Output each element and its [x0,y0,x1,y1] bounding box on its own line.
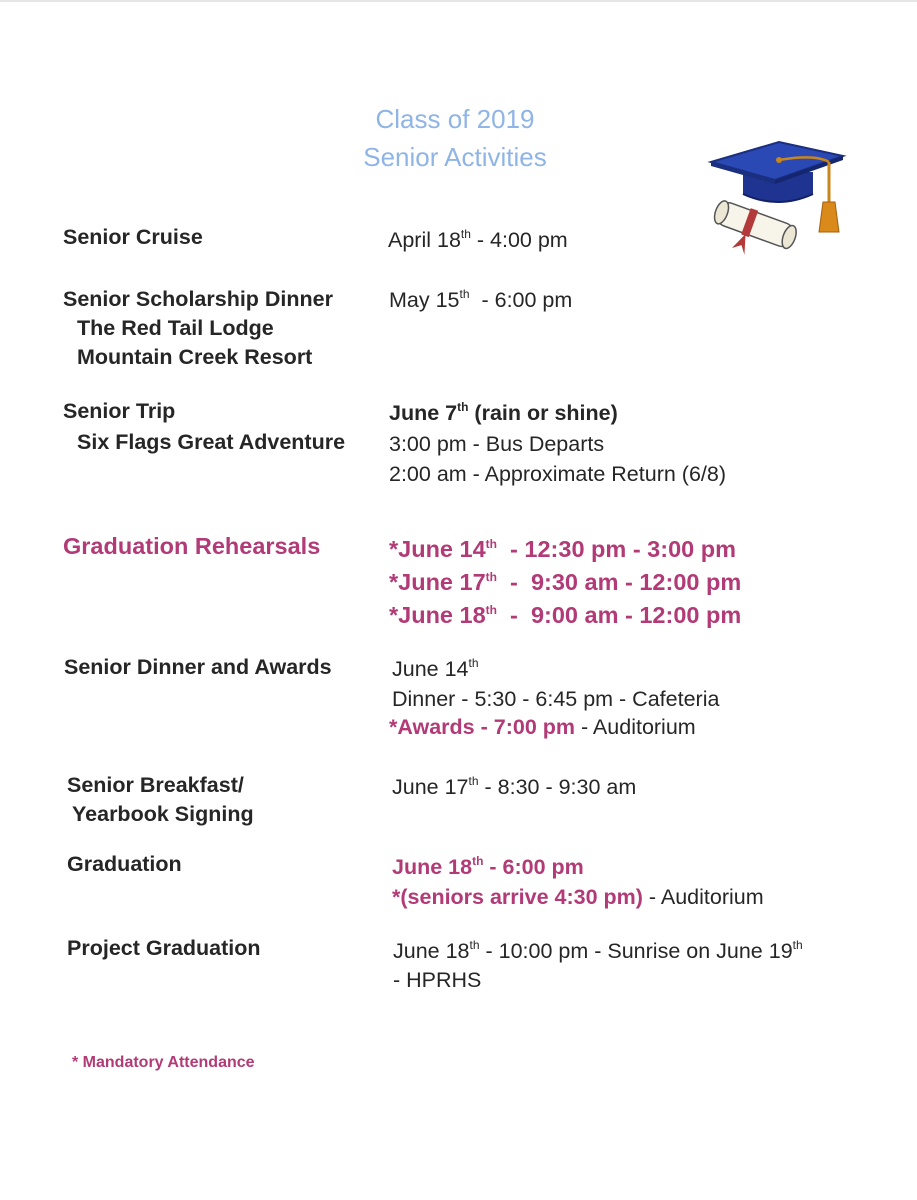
event-label-senior-trip: Senior Trip [63,399,176,423]
event-label-project-graduation: Project Graduation [67,936,261,960]
event-detail-return: 2:00 am - Approximate Return (6/8) [389,462,726,486]
event-date-project-graduation: June 18th - 10:00 pm - Sunrise on June 19th [393,938,803,963]
event-date-dinner-awards: June 14th [392,656,479,681]
event-label-scholarship-dinner: Senior Scholarship Dinner [63,287,333,311]
top-border [0,0,917,2]
event-detail-awards: *Awards - 7:00 pm - Auditorium [389,715,696,739]
event-detail-dinner: Dinner - 5:30 - 6:45 pm - Cafeteria [392,687,720,711]
event-location-mountain-creek: Mountain Creek Resort [77,345,313,369]
rehearsal-row: *June 17th - 9:30 am - 12:00 pm [389,569,742,595]
event-date-scholarship-dinner: May 15th - 6:00 pm [389,287,573,312]
rehearsal-row: *June 18th - 9:00 am - 12:00 pm [389,602,742,628]
graduation-cap-diploma-icon [703,132,853,264]
event-date-breakfast: June 17th - 8:30 - 9:30 am [392,774,637,799]
event-label-breakfast: Senior Breakfast/ [67,773,244,797]
event-label-rehearsals: Graduation Rehearsals [63,533,321,559]
page-title: Class of 2019 [375,104,535,134]
rehearsal-row: *June 14th - 12:30 pm - 3:00 pm [389,536,736,562]
event-date-graduation: June 18th - 6:00 pm [392,854,584,879]
event-label-graduation: Graduation [67,852,182,876]
mandatory-attendance-note: * Mandatory Attendance [72,1054,255,1071]
event-date-senior-trip: June 7th (rain or shine) [389,400,618,425]
event-date-senior-cruise: April 18th - 4:00 pm [388,227,568,252]
event-location-red-tail-lodge: The Red Tail Lodge [77,316,274,340]
event-detail-bus-departs: 3:00 pm - Bus Departs [389,432,605,456]
page-subtitle: Senior Activities [363,142,547,172]
event-detail-hprhs: - HPRHS [393,968,482,992]
event-label-senior-cruise: Senior Cruise [63,225,203,249]
event-label-yearbook: Yearbook Signing [72,802,254,826]
event-label-dinner-awards: Senior Dinner and Awards [64,655,332,679]
event-detail-seniors-arrive: *(seniors arrive 4:30 pm) - Auditorium [392,885,764,909]
event-location-six-flags: Six Flags Great Adventure [77,430,346,454]
